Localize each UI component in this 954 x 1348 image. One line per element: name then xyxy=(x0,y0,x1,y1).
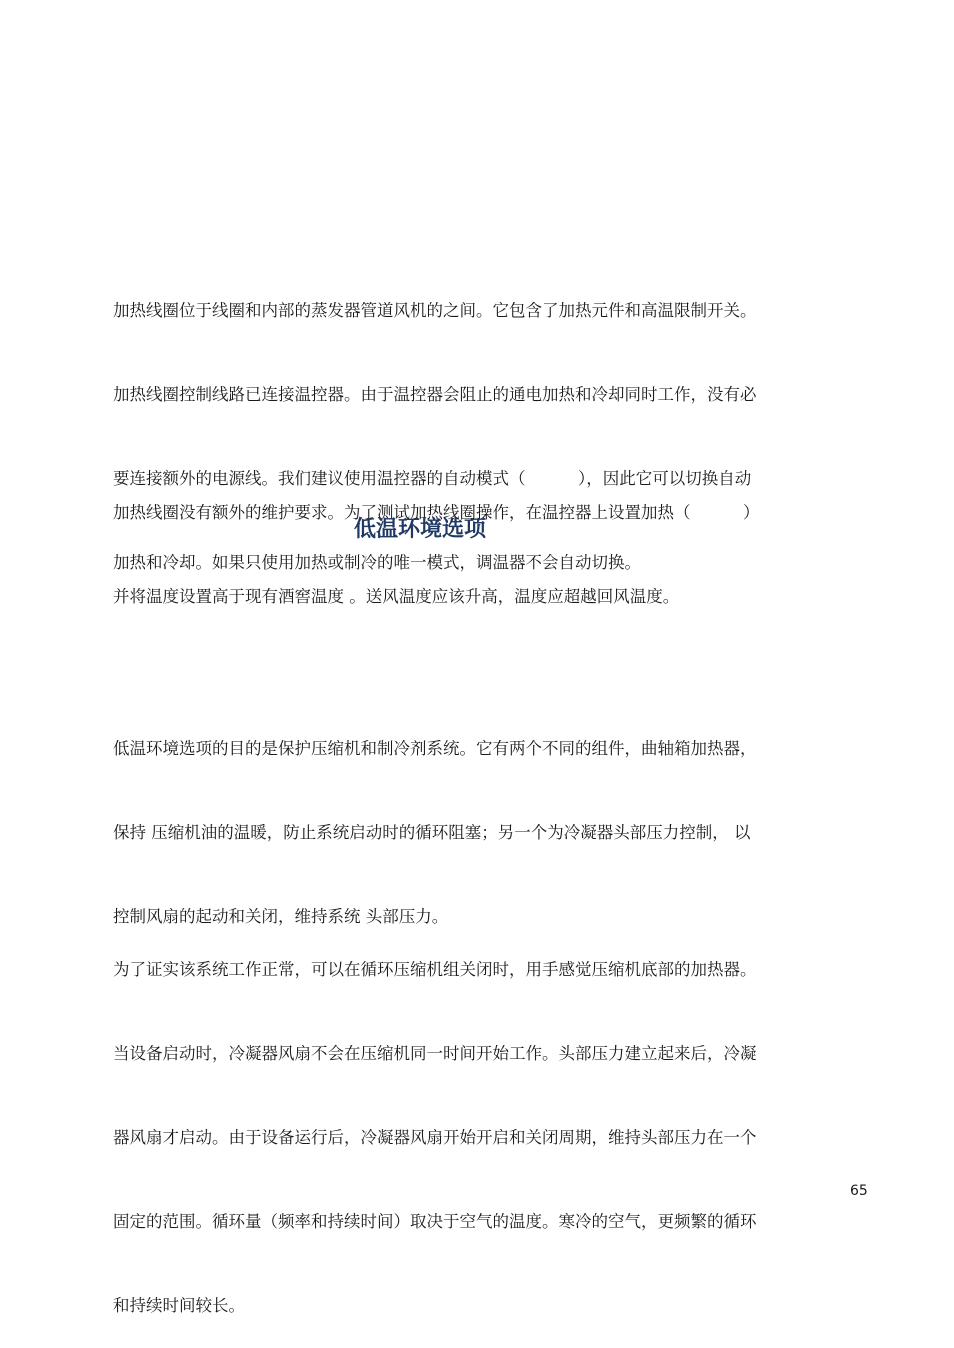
paragraph-low-temp-verification xyxy=(113,900,843,1348)
text-line: 加热线圈没有额外的维护要求。为了测试加热线圈操作，在温控器上设置加热（ ） xyxy=(113,503,760,522)
text-line: 固定的范围。循环量（频率和持续时间）取决于空气的温度。寒冷的空气，更频繁的循环 xyxy=(113,1212,757,1231)
text-line: 加热和冷却。如果只使用加热或制冷的唯一模式，调温器不会自动切换。 xyxy=(113,553,641,572)
text-line: 要连接额外的电源线。我们建议使用温控器的自动模式（ ），因此它可以切换自动 xyxy=(113,469,752,488)
section-heading: 低温环境选项 xyxy=(353,517,486,542)
page-number: 65 xyxy=(850,1183,868,1199)
text-line: 并将温度设置高于现有酒窖温度 。送风温度应该升高，温度应超越回风温度。 xyxy=(113,587,680,606)
text-line: 保持 压缩机油的温暖，防止系统启动时的循环阻塞；另一个为冷凝器头部压力控制， 以 xyxy=(113,823,751,842)
text-line: 当设备启动时，冷凝器风扇不会在压缩机同一时间开始工作。头部压力建立起来后，冷凝 xyxy=(113,1044,757,1063)
text-line: 低温环境选项的目的是保护压缩机和制冷剂系统。它有两个不同的组件，曲轴箱加热器， xyxy=(113,739,757,758)
text-line: 控制风扇的起动和关闭，维持系统 头部压力。 xyxy=(113,907,449,926)
text-line: 为了证实该系统工作正常，可以在循环压缩机组关闭时，用手感觉压缩机底部的加热器。 xyxy=(113,960,757,979)
text-line: 加热线圈控制线路已连接温控器。由于温控器会阻止的通电加热和冷却同时工作，没有必 xyxy=(113,385,757,404)
text-line: 和持续时间较长。 xyxy=(113,1296,245,1315)
text-line: 器风扇才启动。由于设备运行后，冷凝器风扇开始开启和关闭周期，维持头部压力在一个 xyxy=(113,1128,757,1147)
text-line: 加热线圈位于线圈和内部的蒸发器管道风机的之间。它包含了加热元件和高温限制开关。 xyxy=(113,301,757,320)
